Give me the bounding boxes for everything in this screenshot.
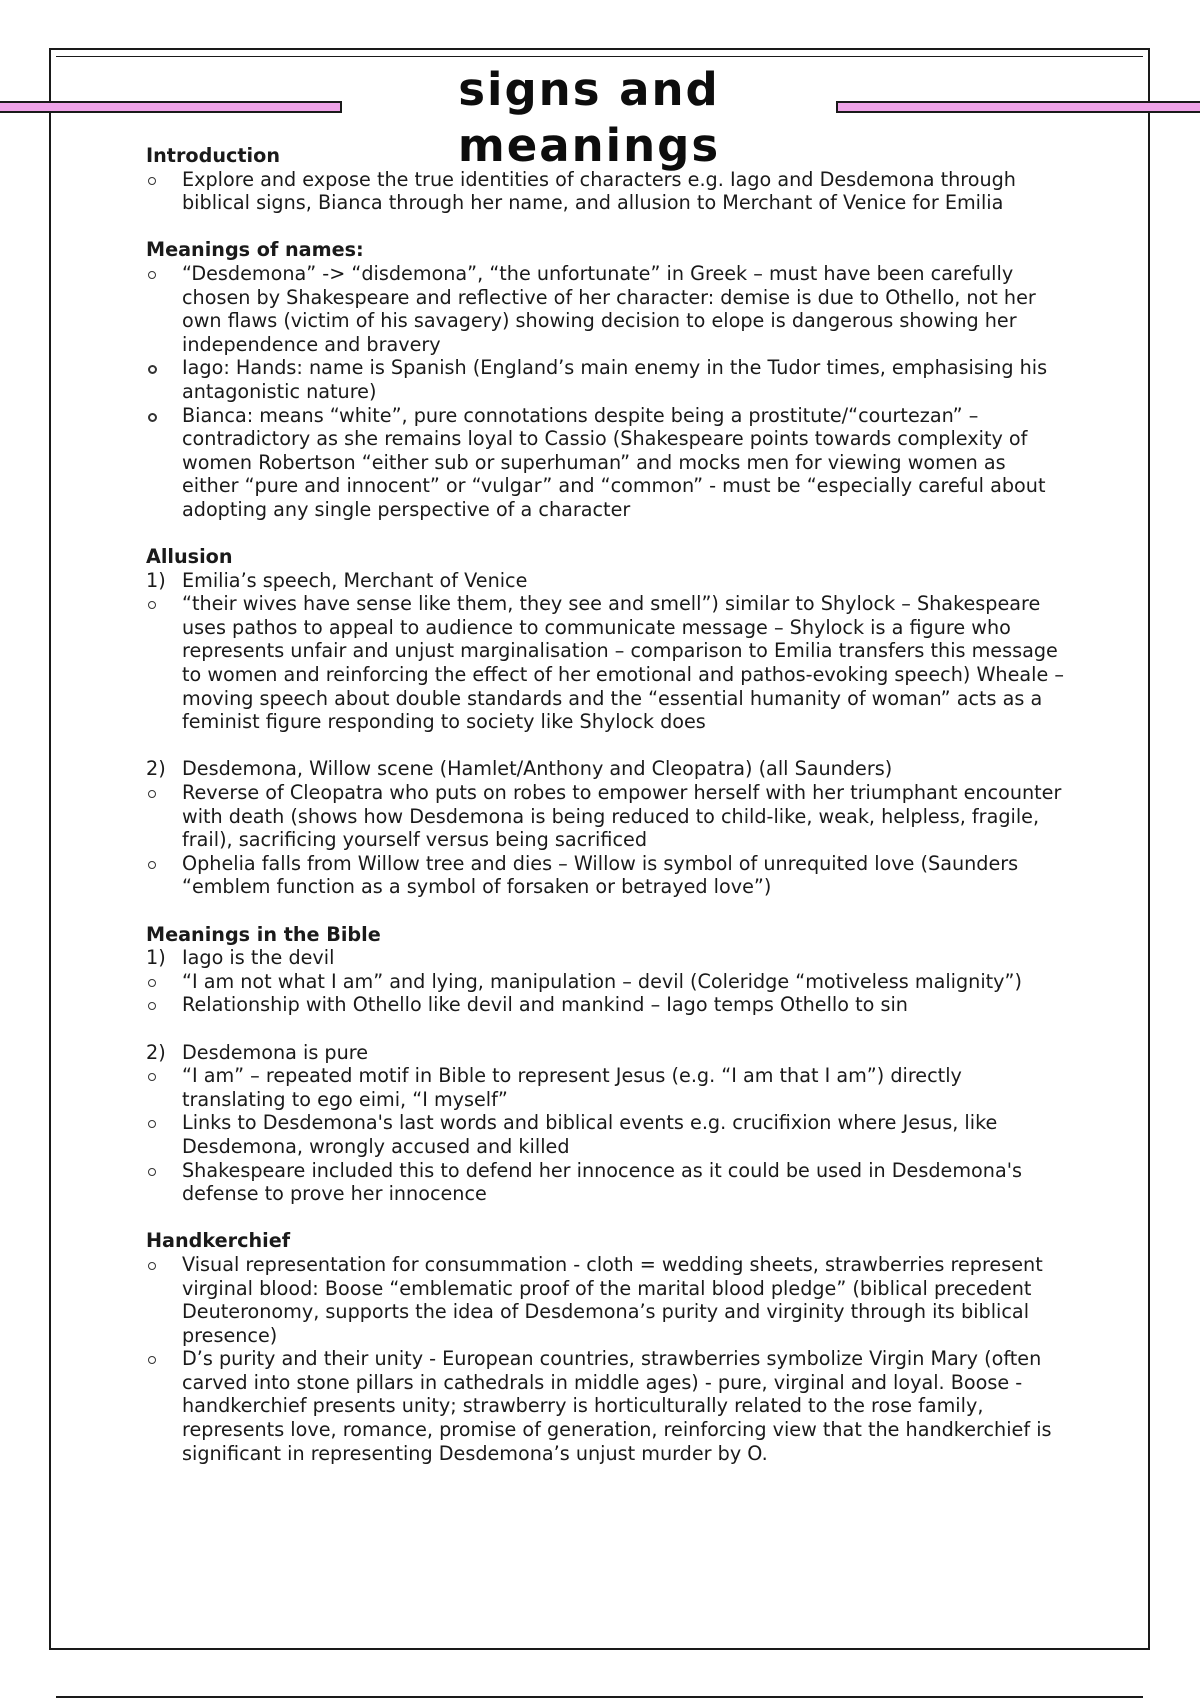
- item-text: “Desdemona” -> “disdemona”, “the unfortunate” in Greek – must have been carefully chosen by Shakespeare and reflective of her character: demise is due to Othello, not her own flaws (victim of his savagery) showing decision to elope is dangerous showing her independence and bravery: [182, 261, 1036, 356]
- section: [146, 238, 1066, 521]
- section: [146, 545, 1066, 899]
- item-text: Ophelia falls from Willow tree and dies – Willow is symbol of unrequited love (Saunders “emblem function as a symbol of forsaken or betrayed love”): [182, 851, 1019, 899]
- item-number: 2): [146, 757, 166, 781]
- item-text: Emilia’s speech, Merchant of Venice: [182, 568, 528, 592]
- bullet-item: [146, 1111, 1066, 1158]
- numbered-item: [146, 946, 1066, 970]
- item-text: Relationship with Othello like devil and mankind – Iago temps Othello to sin: [182, 993, 908, 1017]
- item-text: Links to Desdemona's last words and biblical events e.g. crucifixion where Jesus, like Desdemona, wrongly accused and killed: [182, 1111, 998, 1158]
- section-heading: Introduction: [146, 144, 280, 167]
- bullet-item: [146, 781, 1066, 852]
- item-text: Desdemona is pure: [182, 1040, 369, 1064]
- bullet-item: [146, 168, 1066, 215]
- border-inner-rule: [56, 56, 1143, 57]
- bullet-item: [146, 1159, 1066, 1206]
- title-decoration-left: [0, 101, 342, 113]
- bullet-item: [146, 262, 1066, 356]
- bullet-item: [146, 592, 1066, 734]
- numbered-item: [146, 569, 1066, 593]
- bullet-item: [146, 404, 1066, 522]
- section: [146, 1229, 1066, 1465]
- item-text: “their wives have sense like them, they see and smell”) similar to Shylock – Shakespeare uses pathos to appeal to audience to communicate message – Shylock is a figure who represents unfair and unjust marginalisation – comparison to Emilia transfers this message to women and reinforcing the effect of her emotional and pathos-evoking speech) Wheale – moving speech about double standards and the “essential humanity of woman” acts as a feminist figure responding to society like Shylock does: [182, 592, 1064, 734]
- document-body: [146, 144, 1066, 1465]
- section: [146, 923, 1066, 1206]
- item-text: Iago: Hands: name is Spanish (England’s main enemy in the Tudor times, emphasising his antagonistic nature): [182, 356, 1048, 403]
- bullet-item: [146, 993, 1066, 1017]
- section: [146, 144, 1066, 215]
- title-decoration-right: [836, 101, 1200, 113]
- paragraph-gap: [146, 1017, 1066, 1041]
- page-title: signs and meanings: [342, 62, 836, 174]
- bullet-item: [146, 356, 1066, 403]
- bullet-item: [146, 1064, 1066, 1111]
- footer-rule: [56, 1696, 1143, 1698]
- item-text: Visual representation for consummation - cloth = wedding sheets, strawberries represent virginal blood: Boose “emblematic proof of the marital blood pledge” (biblical precedent Deuteronomy, supports the idea of Desdemona’s purity and virginity through its biblical presence): [182, 1252, 1043, 1347]
- section-heading: Allusion: [146, 545, 233, 569]
- item-text: Desdemona, Willow scene (Hamlet/Anthony and Cleopatra) (all Saunders): [182, 757, 893, 781]
- item-text: Shakespeare included this to defend her innocence as it could be used in Desdemona's defense to prove her innocence: [182, 1158, 1022, 1206]
- bullet-item: [146, 852, 1066, 899]
- item-text: “I am” – repeated motif in Bible to represent Jesus (e.g. “I am that I am”) directly translating to ego eimi, “I myself”: [182, 1064, 962, 1111]
- numbered-item: [146, 1041, 1066, 1065]
- item-text: D’s purity and their unity - European countries, strawberries symbolize Virgin Mary (often carved into stone pillars in cathedrals in middle ages) - pure, virginal and loyal. Boose - handkerchief presents unity; strawberry is horticulturally related to the rose family, represents love, romance, promise of generation, reinforcing view that the handkerchief is significant in representing Desdemona’s unjust murder by O.: [182, 1347, 1052, 1465]
- bullet-item: [146, 970, 1066, 994]
- paragraph-gap: [146, 734, 1066, 758]
- item-text: Iago is the devil: [182, 946, 335, 970]
- section-heading: Meanings of names:: [146, 238, 364, 262]
- item-text: Explore and expose the true identities of characters e.g. Iago and Desdemona through biblical signs, Bianca through her name, and allusion to Merchant of Venice for Emilia: [182, 167, 1016, 215]
- bullet-item: [146, 1347, 1066, 1465]
- item-number: 1): [146, 568, 166, 592]
- section-heading: Handkerchief: [146, 1229, 291, 1253]
- bullet-item: [146, 1253, 1066, 1347]
- item-number: 1): [146, 946, 166, 970]
- item-text: Bianca: means “white”, pure connotations despite being a prostitute/“courtezan” – contradictory as she remains loyal to Cassio (Shakespeare points towards complexity of women Robertson “either sub or superhuman” and mocks men for viewing women as either “pure and innocent” or “vulgar” and “common” - must be “especially careful about adopting any single perspective of a character: [182, 403, 1046, 521]
- item-text: Reverse of Cleopatra who puts on robes to empower herself with her triumphant encounter with death (shows how Desdemona is being reduced to child-like, weak, helpless, fragile, frail), sacrificing yourself versus being sacrificed: [182, 781, 1062, 852]
- item-text: “I am not what I am” and lying, manipulation – devil (Coleridge “motiveless malignity”): [182, 969, 1022, 993]
- item-number: 2): [146, 1040, 166, 1064]
- section-heading: Meanings in the Bible: [146, 922, 381, 946]
- numbered-item: [146, 757, 1066, 781]
